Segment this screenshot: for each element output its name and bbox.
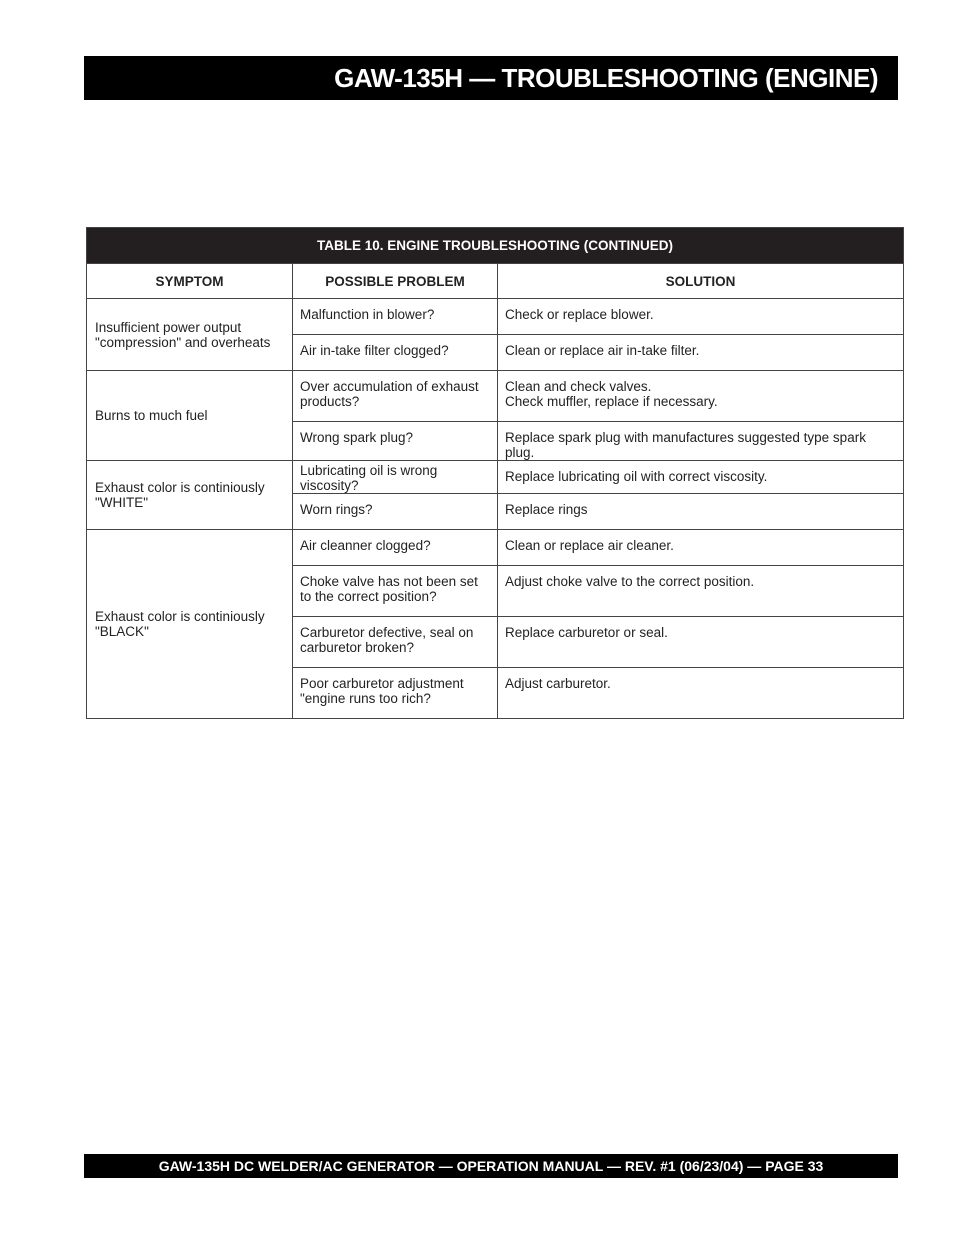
problem-cell: Over accumulation of exhaust products? bbox=[293, 371, 498, 422]
problem-cell: Air in-take filter clogged? bbox=[293, 335, 498, 371]
page-footer: GAW-135H DC WELDER/AC GENERATOR — OPERATION MANUAL — REV. #1 (06/23/04) — PAGE 33 bbox=[84, 1154, 898, 1178]
problem-cell: Worn rings? bbox=[293, 494, 498, 530]
problem-cell: Poor carburetor adjustment "engine runs too rich? bbox=[293, 668, 498, 719]
symptom-cell: Burns to much fuel bbox=[87, 371, 293, 461]
column-header-symptom: SYMPTOM bbox=[87, 264, 293, 299]
problem-cell: Air cleanner clogged? bbox=[293, 530, 498, 566]
symptom-cell: Exhaust color is continiously "BLACK" bbox=[87, 530, 293, 719]
page-title: GAW-135H — TROUBLESHOOTING (ENGINE) bbox=[84, 56, 898, 100]
solution-cell: Adjust choke valve to the correct position. bbox=[498, 566, 904, 617]
solution-cell: Replace rings bbox=[498, 494, 904, 530]
solution-cell: Adjust carburetor. bbox=[498, 668, 904, 719]
solution-cell: Clean and check valves. Check muffler, replace if necessary. bbox=[498, 371, 904, 422]
symptom-cell: Insufficient power output "compression" and overheats bbox=[87, 299, 293, 371]
table-row bbox=[87, 299, 904, 335]
table-row bbox=[87, 371, 904, 422]
table-caption: TABLE 10. ENGINE TROUBLESHOOTING (CONTINUED) bbox=[87, 228, 904, 264]
solution-cell: Clean or replace air in-take filter. bbox=[498, 335, 904, 371]
engine-troubleshooting-table bbox=[86, 227, 904, 719]
column-header-possible-problem: POSSIBLE PROBLEM bbox=[293, 264, 498, 299]
table-row bbox=[87, 461, 904, 494]
problem-cell: Lubricating oil is wrong viscosity? bbox=[293, 461, 498, 494]
solution-cell: Replace spark plug with manufactures suggested type spark plug. bbox=[498, 422, 904, 461]
column-header-solution: SOLUTION bbox=[498, 264, 904, 299]
problem-cell: Carburetor defective, seal on carburetor broken? bbox=[293, 617, 498, 668]
solution-cell: Replace carburetor or seal. bbox=[498, 617, 904, 668]
problem-cell: Choke valve has not been set to the correct position? bbox=[293, 566, 498, 617]
solution-cell: Replace lubricating oil with correct viscosity. bbox=[498, 461, 904, 494]
problem-cell: Wrong spark plug? bbox=[293, 422, 498, 461]
table-row bbox=[87, 530, 904, 566]
solution-cell: Check or replace blower. bbox=[498, 299, 904, 335]
problem-cell: Malfunction in blower? bbox=[293, 299, 498, 335]
solution-cell: Clean or replace air cleaner. bbox=[498, 530, 904, 566]
symptom-cell: Exhaust color is continiously "WHITE" bbox=[87, 461, 293, 530]
